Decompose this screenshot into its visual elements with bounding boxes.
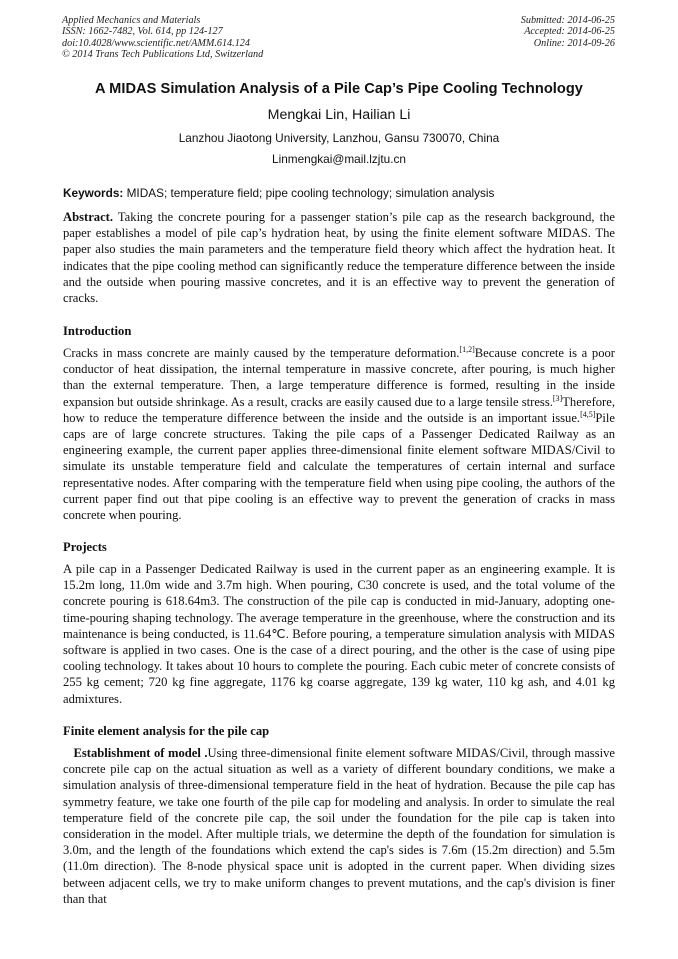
- paper-title: A MIDAS Simulation Analysis of a Pile Cap’s Pipe Cooling Technology: [95, 81, 583, 97]
- fea-paragraph: [63, 745, 615, 907]
- section-heading-introduction: Introduction: [63, 324, 132, 338]
- journal-name: Applied Mechanics and Materials: [62, 15, 201, 26]
- doi-line: doi:10.4028/www.scientific.net/AMM.614.124: [62, 37, 250, 49]
- keywords-label: Keywords:: [63, 186, 124, 200]
- accepted-date: Accepted: 2014-06-25: [524, 26, 615, 38]
- authors: Mengkai Lin, Hailian Li: [267, 107, 411, 123]
- keywords-text: MIDAS; temperature field; pipe cooling technology; simulation analysis: [123, 186, 495, 200]
- intro-text-3: Therefore, how to reduce the temperature difference between the inside and the outside is an important issue.: [63, 394, 615, 425]
- copyright-line: © 2014 Trans Tech Publications Ltd, Switzerland: [62, 49, 264, 61]
- section-heading-fea: Finite element analysis for the pile cap: [63, 724, 270, 738]
- projects-paragraph: [63, 561, 615, 707]
- submitted-date: Submitted: 2014-06-25: [520, 15, 615, 26]
- online-date: Online: 2014-09-26: [533, 37, 615, 49]
- projects-text: A pile cap in a Passenger Dedicated Railway is used in the current paper as an engineering example. It is 15.2m long, 11.0m wide and 3.7m high. When pouring, C30 concrete is used, and the total volume of the concrete pouring is 618.64m3. The construction of the pile cap is conducted in mid-January, adopting one-time-pouring shaping technology. The average temperature in the greenhouse, where the construction and its maintenance is being conducted, is 11.64℃. Before pouring, a temperature simulation analysis with MIDAS software is applied in two cases. One is the case of a direct pouring, and the other is the case of using pipe cooling technology. It takes about 10 hours to complete the pouring. Each cubic meter of concrete consists of 255 kg cement; 720 kg fine aggregate, 1176 kg coarse aggregate, 139 kg water, 110 kg ash, and 4.01 kg admixtures.: [63, 562, 615, 706]
- issn-line: ISSN: 1662-7482, Vol. 614, pp 124-127: [62, 26, 223, 38]
- abstract-label: Abstract.: [63, 210, 114, 224]
- citation-3: [3]: [552, 393, 563, 403]
- intro-text-2: Because concrete is a poor conductor of heat dissipation, the internal temperature in massive concrete, after pouring, is much higher than the external temperature. Then, a large temperature difference is formed, resulting in the inside expansion but outside shrinkage. As a result, cracks are easily caused due to a large tensile stress.: [63, 346, 615, 409]
- intro-text-1: Cracks in mass concrete are mainly caused by the temperature deformation.: [63, 346, 460, 360]
- author-email: Linmengkai@mail.lzjtu.cn: [272, 152, 406, 166]
- section-heading-projects: Projects: [63, 540, 107, 554]
- journal-header-right: [521, 15, 615, 49]
- abstract: [63, 209, 615, 306]
- fea-lead-in: Establishment of model .: [73, 746, 208, 760]
- introduction-paragraph: [63, 345, 615, 523]
- journal-header-left: [62, 15, 263, 61]
- citation-1-2: [1,2]: [459, 345, 475, 354]
- intro-text-4: Pile caps are of large concrete structures. Taking the pile caps of a Passenger Dedicated Railway as an engineering example, the current paper applies three-dimensional finite element software MIDAS/Civil to simulate its unstable temperature field and calculate the temperatures of certain internal and surface representative nodes. After comparing with the temperature field when using pipe cooling, the authors of the current paper find out that pipe cooling is an effective way to prevent the generation of cracks in mass concrete when pouring.: [63, 410, 615, 523]
- fea-text: Using three-dimensional finite element software MIDAS/Civil, through massive concrete pile cap on the actual situation as well as a variety of different boundary conditions, we make a simulation analysis of three-dimensional temperature field in the heat of hydration. Because the pile cap has symmetry feature, we take one fourth of the pile cap for modeling and analysis. In order to simulate the real temperature field of the concrete pile cap, the soil under the foundation for the pile cap is taken into consideration in the model. After multiple trials, we determine the depth of the foundation for simulation is 3.0m, and the length of the foundations which extend the cap's sides is 7.6m (15.2m direction) and 5.5m (11.0m direction). The 8-node physical space unit is adopted in the current paper. When dividing sizes between adjacent cells, we try to make uniform changes to prevent mutations, and the cap's division is finer than that: [63, 746, 615, 906]
- keywords: [63, 186, 615, 200]
- citation-4-5: [4,5]: [580, 409, 596, 419]
- abstract-text: Taking the concrete pouring for a passenger station’s pile cap as the research background, the paper establishes a model of pile cap’s hydration heat, by using the finite element software MIDAS. The paper also studies the main parameters and the temperature field theory which affect the hydration heat. It indicates that the pipe cooling method can significantly reduce the temperature difference between the inside and the outside when pouring massive concretes, and it is an effective way to prevent the generation of cracks.: [63, 210, 615, 306]
- affiliation: Lanzhou Jiaotong University, Lanzhou, Gansu 730070, China: [178, 131, 500, 145]
